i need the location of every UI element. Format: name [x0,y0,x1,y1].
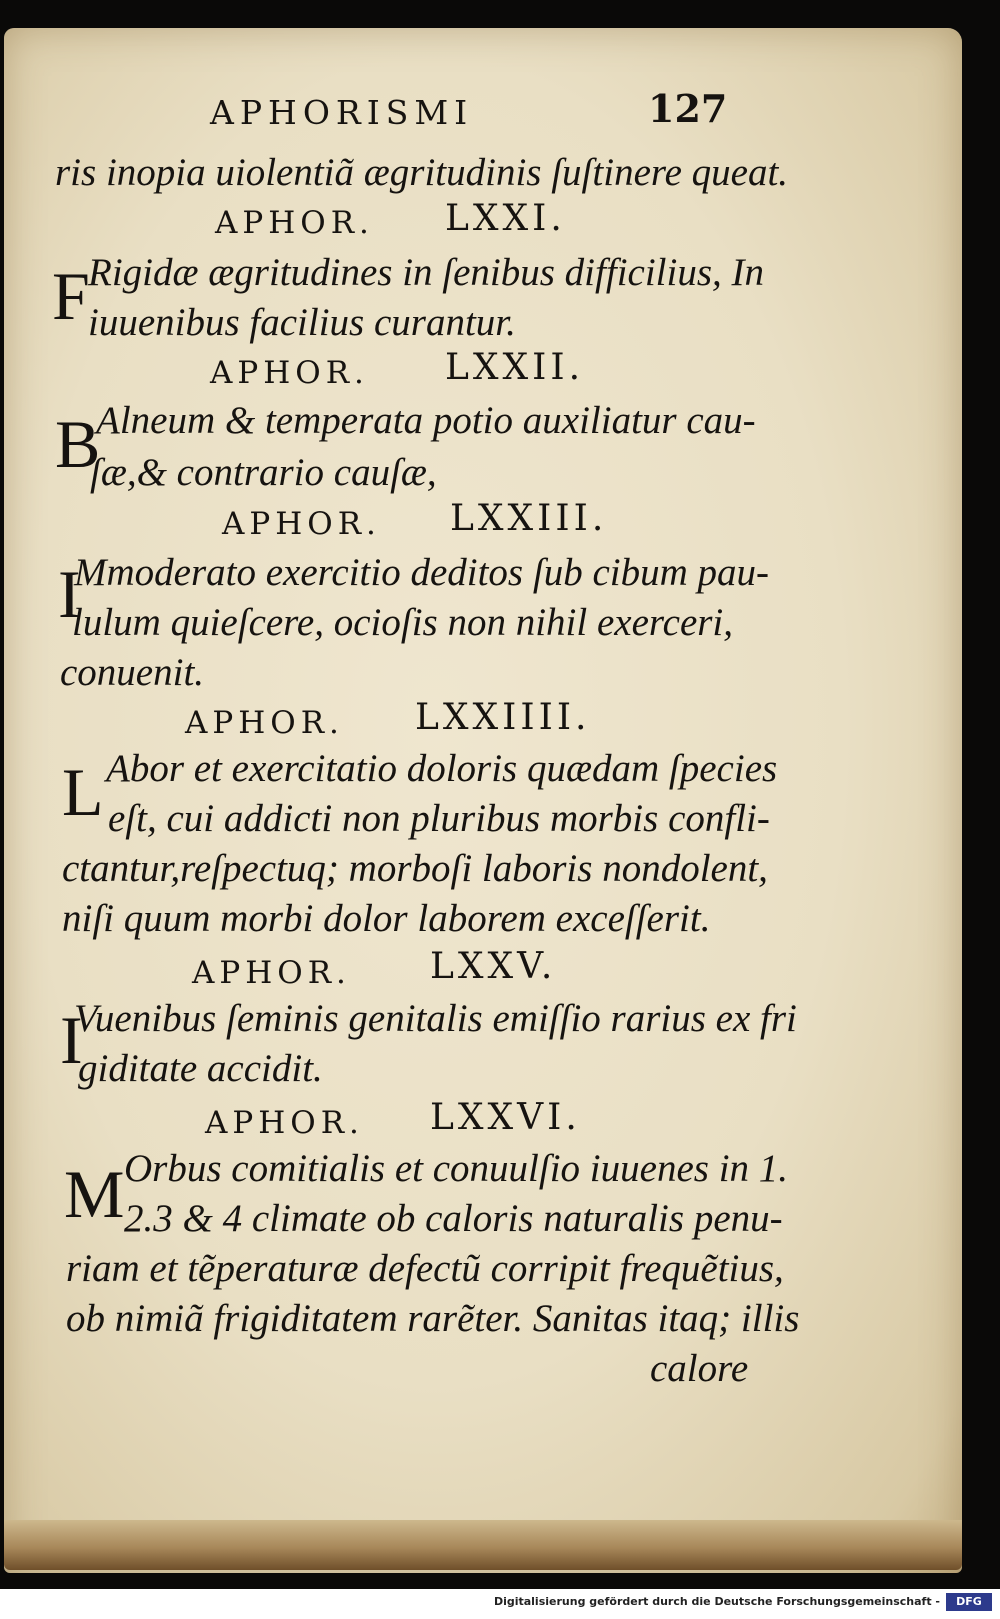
aphorism-74-initial: L [62,754,104,830]
running-head: APHORISMI [210,93,474,132]
aphorism-74-line-1: Abor et exercitatio doloris quædam ſpecies [106,747,778,790]
aphorism-74-line-3: ctantur,reſpectuq; morboſi laboris nondolent, [62,847,768,890]
aphorism-76-line-4: ob nimiã frigiditatem rarẽter. Sanitas itaq; illis [66,1297,800,1340]
aphorism-71-number: LXXI. [445,198,566,239]
funding-credit: Digitalisierung gefördert durch die Deutsche Forschungsgemeinschaft - [493,1595,940,1608]
aphorism-76-heading: APHOR. [205,1105,364,1141]
aphorism-73-heading: APHOR. [222,506,381,542]
aphorism-75-line-1: Vuenibus ſeminis genitalis emiſſio rarius ex fri [74,997,797,1040]
aphorism-73-line-1: Mmoderato exercitio deditos ſub cibum pau- [74,551,769,594]
aphorism-72-heading: APHOR. [210,355,369,391]
aphorism-71-initial: F [52,258,90,334]
aphorism-76-number: LXXVI. [430,1097,581,1138]
aphorism-74-number: LXXIIII. [415,697,591,738]
aphorism-76-initial: M [64,1156,125,1232]
aphorism-73-initial: I [58,556,81,632]
aphorism-72-initial: B [55,406,101,482]
catchword: calore [650,1347,749,1390]
dfg-logo: DFG [946,1593,992,1611]
aphorism-75-number: LXXV. [430,946,557,987]
aphorism-73-line-2: lulum quieſcere, ocioſis non nihil exerceri, [72,601,734,644]
aphorism-76-line-1: Orbus comitialis et conuulſio iuuenes in 1. [124,1147,789,1190]
aphorism-71-heading: APHOR. [215,205,374,241]
page-number: 127 [648,86,728,131]
aphorism-71-line-1: Rigidæ ægritudines in ſenibus difficilius, In [88,251,765,294]
aphorism-75-heading: APHOR. [192,955,351,991]
aphorism-74-heading: APHOR. [185,705,344,741]
digitization-footer [0,1589,1000,1619]
aphorism-72-line-2: ſæ,& contrario cauſæ, [90,451,437,494]
aphorism-76-line-2: 2.3 & 4 climate ob caloris naturalis penu- [124,1197,783,1240]
aphorism-74-line-2: eſt, cui addicti non pluribus morbis confli- [108,797,770,840]
aphorism-73-number: LXXIII. [450,498,608,539]
carryover-line: ris inopia uiolentiã ægritudinis ſuſtinere queat. [55,151,789,194]
aphorism-72-number: LXXII. [445,347,585,388]
aphorism-75-initial: I [60,1002,83,1078]
aphorism-71-line-2: iuuenibus facilius curantur. [88,301,516,344]
aphorism-74-line-4: niſi quum morbi dolor laborem exceſſerit. [62,897,711,940]
aphorism-73-line-3: conuenit. [60,651,205,694]
aphorism-72-line-1: Alneum & temperata potio auxiliatur cau- [96,399,756,442]
aphorism-76-line-3: riam et tẽperaturæ defectũ corripit frequẽtius, [66,1247,784,1290]
aphorism-75-line-2: giditate accidit. [78,1047,323,1090]
